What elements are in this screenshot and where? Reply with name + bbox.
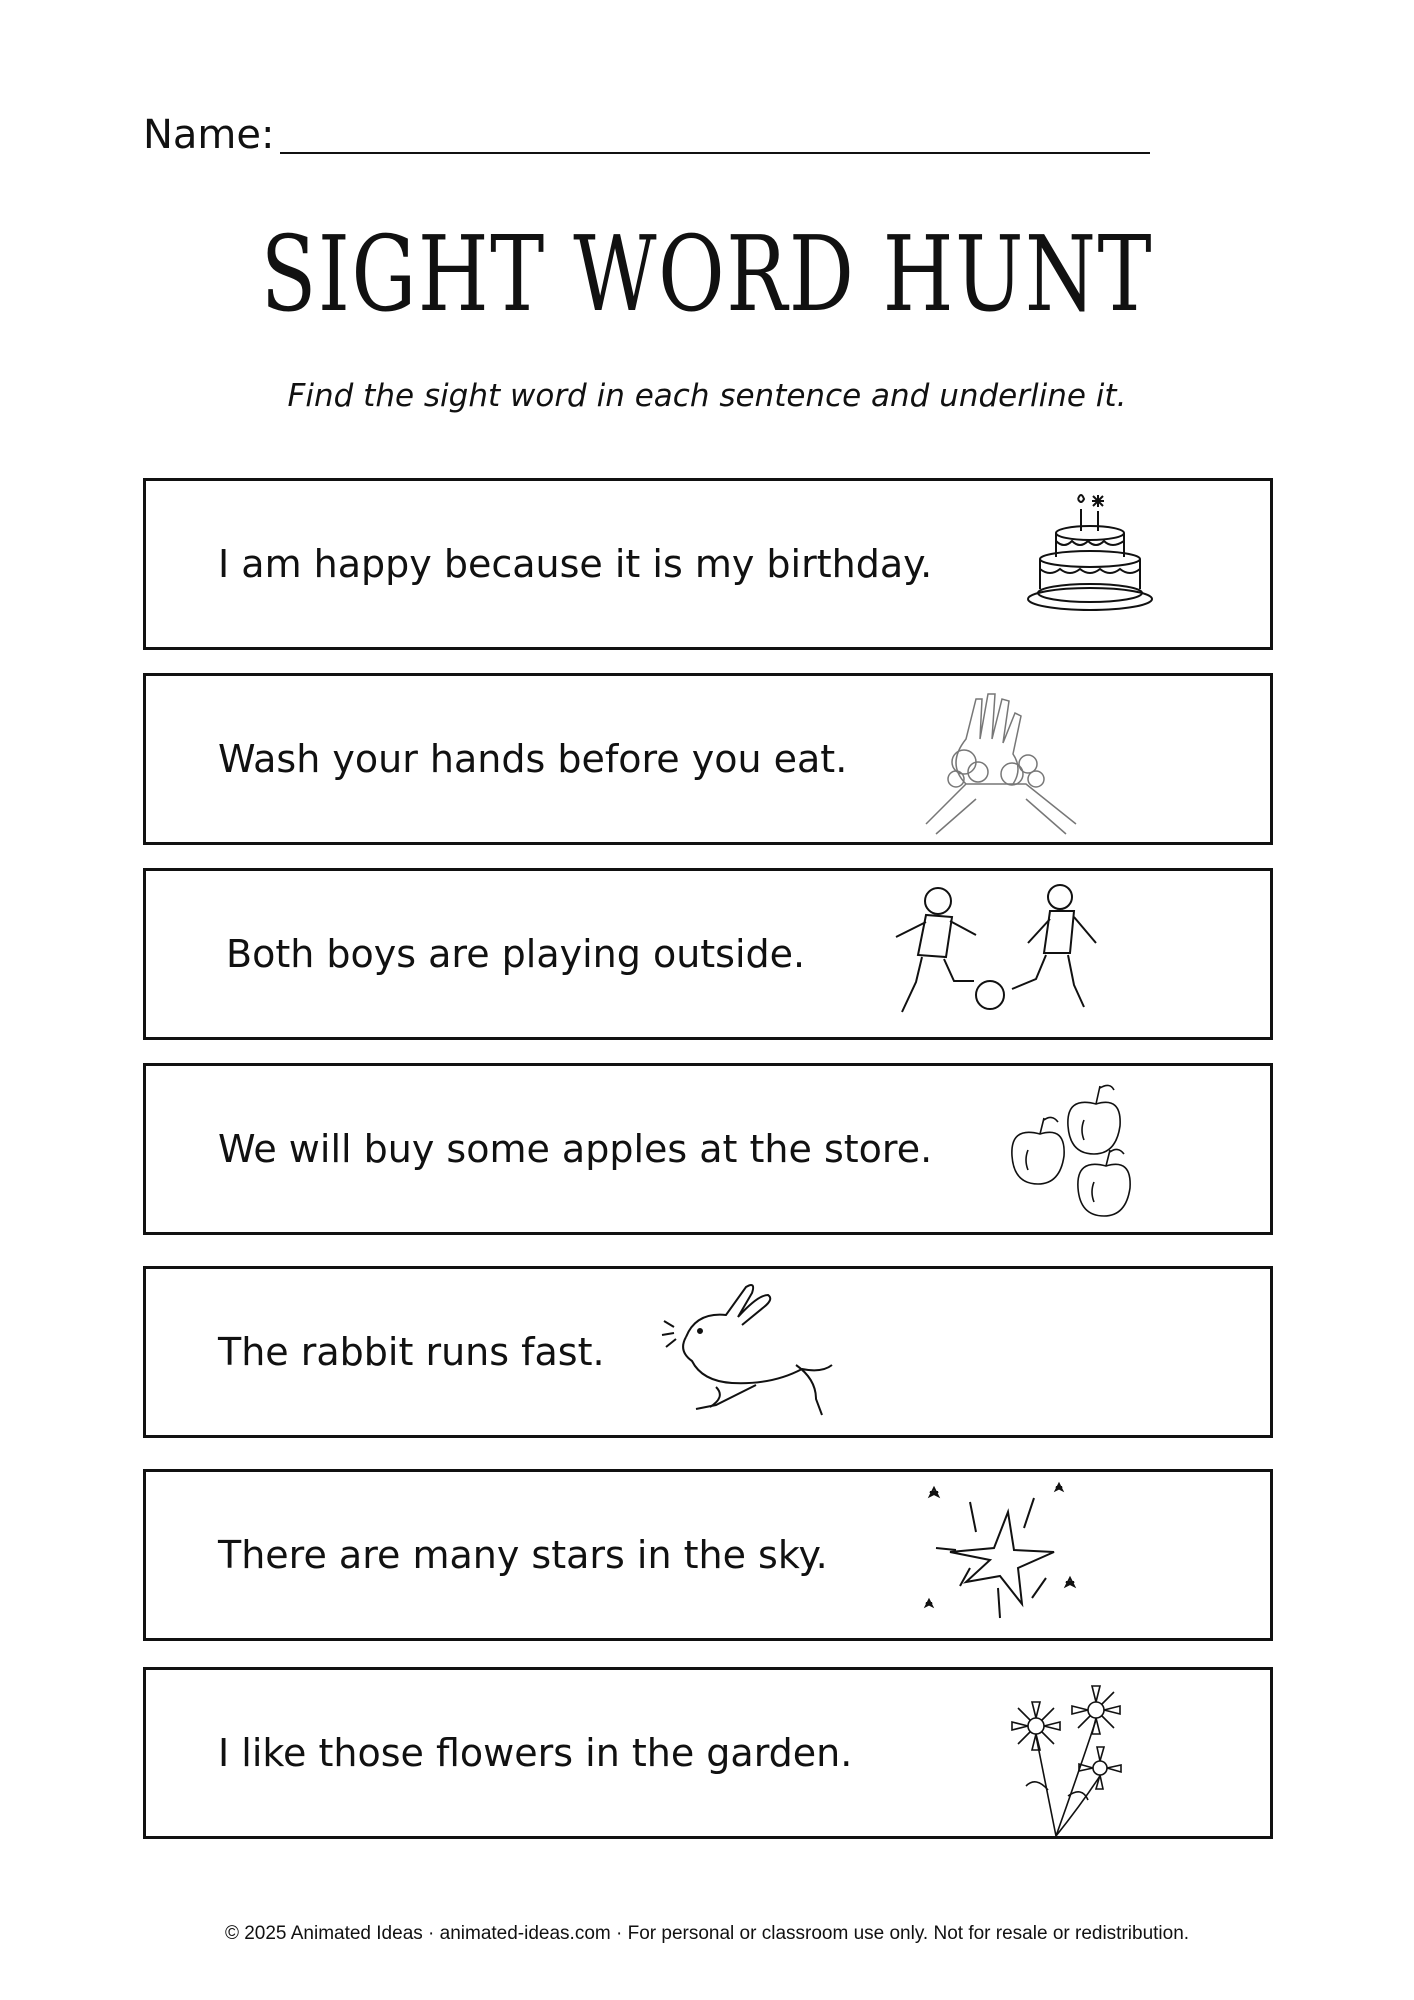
running-rabbit-icon <box>656 1277 856 1437</box>
sentence-card-5 <box>143 1266 1273 1438</box>
name-field[interactable] <box>143 112 1150 158</box>
apples-icon <box>1006 1074 1156 1229</box>
sentence-text[interactable]: Both boys are playing outside. <box>226 932 806 976</box>
sentence-card-6 <box>143 1469 1273 1641</box>
name-blank-line[interactable] <box>280 152 1150 154</box>
sentence-card-4 <box>143 1063 1273 1235</box>
page-title: SIGHT WORD HUNT <box>260 213 1154 335</box>
sentence-text[interactable]: There are many stars in the sky. <box>218 1533 828 1577</box>
sentence-card-2 <box>143 673 1273 845</box>
stars-icon <box>906 1478 1086 1638</box>
birthday-cake-icon <box>1026 489 1176 639</box>
flowers-icon <box>996 1676 1146 1842</box>
washing-hands-icon <box>916 684 1086 844</box>
sentence-text[interactable]: Wash your hands before you eat. <box>218 737 848 781</box>
copyright-footer: © 2025 Animated Ideas · animated-ideas.com · For personal or classroom use only. Not for resale or redistribution. <box>224 1923 1190 1944</box>
sentence-card-1 <box>143 478 1273 650</box>
sentence-card-7 <box>143 1667 1273 1839</box>
sentence-card-3 <box>143 868 1273 1040</box>
boys-playing-soccer-icon <box>886 877 1126 1039</box>
sentence-text[interactable]: We will buy some apples at the store. <box>218 1127 933 1171</box>
sentence-text[interactable]: I like those flowers in the garden. <box>218 1731 853 1775</box>
sentence-text[interactable]: The rabbit runs fast. <box>218 1330 605 1374</box>
sentence-text[interactable]: I am happy because it is my birthday. <box>218 542 933 586</box>
name-label: Name: <box>143 112 275 158</box>
instructions: Find the sight word in each sentence and underline it. <box>287 378 1127 414</box>
